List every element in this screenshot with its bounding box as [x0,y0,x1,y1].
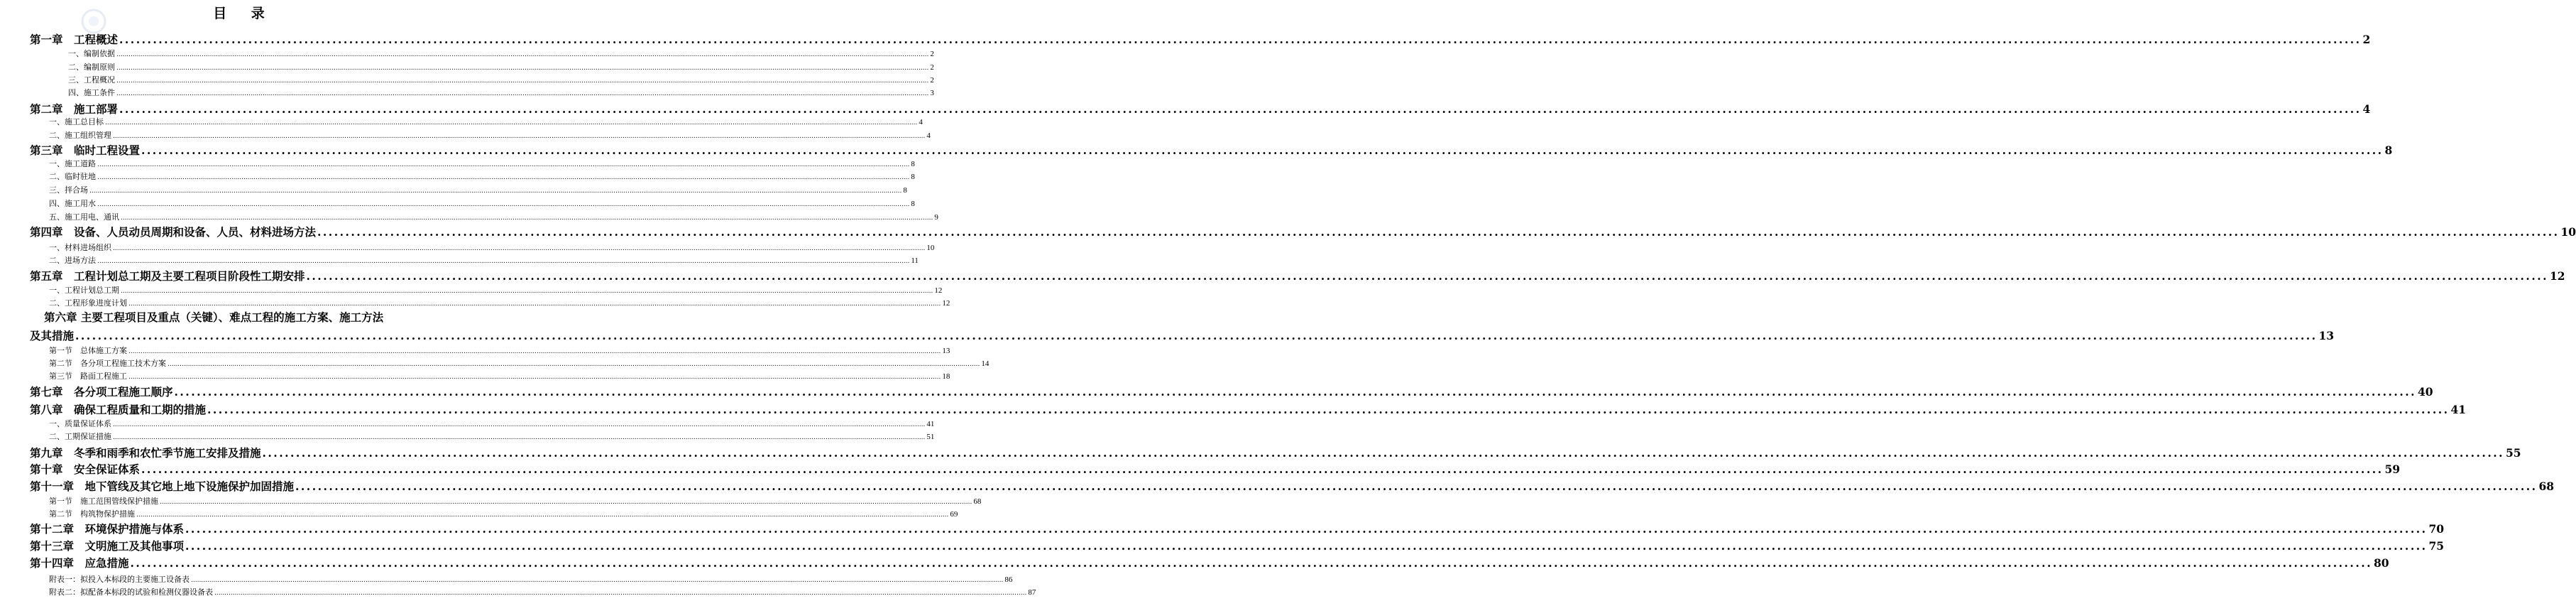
toc-page-number: 40 [2418,385,2433,399]
toc-page-number: 55 [2506,446,2521,460]
toc-section-label: 一、编制依据 [68,49,115,58]
toc-page-number: 12 [2550,269,2565,283]
toc-chapter-entry[interactable] [30,479,2555,494]
toc-leader-dots: ................................................................................................................................................................................................................................................................................................................................................................................................................ [128,348,941,355]
toc-page-number: 8 [903,186,907,195]
toc-section-entry[interactable] [49,254,919,266]
toc-section-entry[interactable] [49,573,1013,585]
toc-page-number: 4 [926,131,931,140]
toc-chapter-label: 第五章 工程计划总工期及主要工程项目阶段性工期安排 [30,269,305,283]
toc-leader-dots: ................................................................................................................................................................................................................................................................................................................................................................................................................ [214,590,1027,597]
toc-page-number: 68 [973,497,982,506]
toc-section-entry[interactable] [49,345,950,357]
toc-section-label: 二、施工组织管理 [49,131,111,140]
toc-section-label: 一、施工道路 [49,159,96,168]
toc-section-label: 第二节 各分项工程施工技术方案 [49,359,166,368]
toc-section-label: 第三节 路面工程施工 [49,372,127,381]
toc-leader-dots: ................................................................................................................................................................................................................................................................................................................................................................................................................ [119,33,2362,46]
toc-title: 目 录 [213,6,275,21]
toc-page-number: 41 [2450,403,2467,416]
toc-section-label: 三、拌合场 [49,185,88,195]
toc-page-number: 4 [2362,102,2371,116]
toc-chapter-label: 第四章 设备、人员动员周期和设备、人员、材料进场方法 [30,225,317,239]
toc-page-number: 8 [2384,144,2393,157]
toc-page-number: 69 [950,510,958,519]
toc-section-entry[interactable] [49,211,938,223]
toc-chapter-label-line1[interactable]: 第六章 主要工程项目及重点（关键）、难点工程的施工方案、施工方法 [44,310,384,324]
toc-leader-dots: ................................................................................................................................................................................................................................................................................................................................................................................................................ [97,201,910,208]
toc-leader-dots: ................................................................................................................................................................................................................................................................................................................................................................................................................ [174,385,2417,399]
toc-section-label: 一、工程计划总工期 [49,286,119,295]
toc-page-number: 70 [2428,522,2445,536]
toc-leader-dots: ................................................................................................................................................................................................................................................................................................................................................................................................................ [113,133,926,140]
toc-chapter-entry[interactable] [30,32,2371,48]
toc-section-entry[interactable] [49,357,990,369]
toc-chapter-entry[interactable] [30,224,2576,240]
toc-section-label: 第二节 构筑物保护措施 [49,509,135,519]
toc-page-number: 12 [934,286,943,295]
toc-page-number: 8 [911,160,915,168]
toc-section-label: 二、工程形象进度计划 [49,298,127,308]
toc-page-number: 13 [942,347,950,355]
toc-leader-dots: ................................................................................................................................................................................................................................................................................................................................................................................................................ [130,556,2373,570]
toc-section-label: 附表二：拟配备本标段的试验和检测仪器设备表 [49,588,213,597]
toc-section-entry[interactable] [68,61,934,73]
toc-section-label: 一、材料进场组织 [49,243,111,252]
toc-leader-dots: ................................................................................................................................................................................................................................................................................................................................................................................................................ [119,102,2362,116]
toc-leader-dots: ................................................................................................................................................................................................................................................................................................................................................................................................................ [141,144,2384,157]
toc-chapter-entry[interactable] [30,384,2433,400]
toc-section-label: 二、临时驻地 [49,172,96,181]
toc-leader-dots: ................................................................................................................................................................................................................................................................................................................................................................................................................ [160,499,972,506]
toc-section-entry[interactable] [68,74,934,86]
toc-chapter-entry[interactable] [30,143,2393,158]
toc-section-label: 五、施工用电、通讯 [49,212,119,222]
toc-section-label: 一、质量保证体系 [49,419,111,428]
toc-leader-dots: ................................................................................................................................................................................................................................................................................................................................................................................................................ [105,119,918,126]
toc-chapter-label: 第二章 施工部署 [30,102,119,116]
toc-chapter-entry[interactable] [30,521,2445,537]
toc-chapter-entry[interactable] [30,462,2401,477]
toc-page-number: 14 [981,359,990,368]
toc-page-number: 68 [2538,480,2555,493]
toc-section-entry[interactable] [68,87,934,99]
toc-section-entry[interactable] [49,158,915,170]
toc-section-label: 第一节 总体施工方案 [49,346,127,355]
toc-page-number: 87 [1028,588,1036,597]
toc-section-entry[interactable] [49,495,982,507]
toc-section-label: 四、施工用水 [49,199,96,208]
toc-section-label: 一、施工总目标 [49,117,104,126]
toc-section-label: 第一节 施工范围管线保护措施 [49,497,158,506]
toc-section-entry[interactable] [49,197,915,210]
toc-section-entry[interactable] [49,370,950,382]
toc-leader-dots: ................................................................................................................................................................................................................................................................................................................................................................................................................ [116,77,929,85]
toc-leader-dots: ................................................................................................................................................................................................................................................................................................................................................................................................................ [75,329,2318,342]
toc-page-number: 80 [2374,556,2389,570]
toc-chapter-label: 及其措施 [30,329,75,342]
toc-section-entry[interactable] [68,48,934,60]
toc-section-entry[interactable] [49,297,950,309]
toc-section-label: 附表一：拟投入本标段的主要施工设备表 [49,575,190,584]
toc-leader-dots: ................................................................................................................................................................................................................................................................................................................................................................................................................ [97,174,910,181]
toc-leader-dots: ................................................................................................................................................................................................................................................................................................................................................................................................................ [128,374,941,381]
toc-chapter-entry[interactable] [30,102,2371,117]
toc-chapter-label: 第十四章 应急措施 [30,556,129,570]
toc-leader-dots: ................................................................................................................................................................................................................................................................................................................................................................................................................ [97,161,910,168]
toc-page-number: 2 [930,63,934,72]
toc-chapter-label: 第十二章 环境保护措施与体系 [30,522,185,536]
toc-chapter-entry[interactable] [30,445,2521,461]
toc-leader-dots: ................................................................................................................................................................................................................................................................................................................................................................................................................ [116,51,929,58]
toc-chapter-label: 第三章 临时工程设置 [30,144,141,157]
toc-section-entry[interactable] [49,508,958,520]
toc-leader-dots: ................................................................................................................................................................................................................................................................................................................................................................................................................ [191,577,1004,584]
toc-leader-dots: ................................................................................................................................................................................................................................................................................................................................................................................................................ [121,288,933,295]
toc-leader-dots: ................................................................................................................................................................................................................................................................................................................................................................................................................ [121,215,933,222]
toc-page-number: 11 [911,256,919,265]
toc-leader-dots: ................................................................................................................................................................................................................................................................................................................................................................................................................ [113,434,926,441]
toc-section-entry[interactable] [49,418,935,430]
toc-leader-dots: ................................................................................................................................................................................................................................................................................................................................................................................................................ [185,539,2428,553]
toc-page-number: 51 [926,433,935,441]
toc-chapter-label: 第八章 确保工程质量和工期的措施 [30,403,207,416]
toc-chapter-entry[interactable] [30,402,2467,418]
toc-page-number: 10 [2560,225,2576,239]
toc-chapter-label: 第七章 各分项工程施工顺序 [30,385,173,399]
toc-leader-dots: ................................................................................................................................................................................................................................................................................................................................................................................................................ [89,188,902,195]
toc-page-number: 18 [942,372,950,381]
toc-chapter-entry[interactable] [30,328,2335,344]
toc-section-entry[interactable] [49,586,1036,598]
toc-leader-dots: ................................................................................................................................................................................................................................................................................................................................................................................................................ [97,258,910,265]
toc-chapter-label: 第十章 安全保证体系 [30,462,141,476]
toc-section-label: 三、工程概况 [68,75,115,85]
toc-page-number: 8 [911,173,915,181]
toc-page-number: 75 [2428,539,2445,553]
toc-page-number: 3 [930,89,934,97]
toc-leader-dots: ................................................................................................................................................................................................................................................................................................................................................................................................................ [168,361,980,368]
toc-leader-dots: ................................................................................................................................................................................................................................................................................................................................................................................................................ [113,421,926,428]
toc-leader-dots: ................................................................................................................................................................................................................................................................................................................................................................................................................ [128,300,941,308]
toc-page-number: 2 [2362,33,2371,46]
toc-chapter-entry[interactable] [30,556,2389,571]
toc-leader-dots: ................................................................................................................................................................................................................................................................................................................................................................................................................ [136,511,949,519]
toc-section-entry[interactable] [49,284,943,296]
toc-page-number: 2 [930,76,934,85]
toc-chapter-label: 第十三章 文明施工及其他事项 [30,539,185,553]
toc-page-number: 9 [934,213,938,222]
toc-leader-dots: ................................................................................................................................................................................................................................................................................................................................................................................................................ [141,462,2384,476]
toc-leader-dots: ................................................................................................................................................................................................................................................................................................................................................................................................................ [116,90,929,97]
toc-section-label: 二、编制原则 [68,63,115,72]
toc-page-number: 4 [919,118,923,126]
toc-page-number: 12 [942,299,950,308]
toc-leader-dots: ................................................................................................................................................................................................................................................................................................................................................................................................................ [317,225,2560,239]
toc-leader-dots: ................................................................................................................................................................................................................................................................................................................................................................................................................ [185,522,2428,536]
toc-page-number: 41 [926,420,935,428]
toc-leader-dots: ................................................................................................................................................................................................................................................................................................................................................................................................................ [113,245,926,252]
toc-page-number: 59 [2384,462,2401,476]
toc-leader-dots: ................................................................................................................................................................................................................................................................................................................................................................................................................ [116,65,929,72]
toc-page-number: 13 [2318,329,2335,342]
toc-leader-dots: ................................................................................................................................................................................................................................................................................................................................................................................................................ [295,480,2538,493]
toc-page-number: 86 [1004,575,1013,584]
toc-section-entry[interactable] [49,116,923,128]
toc-page-number: 10 [926,244,935,252]
toc-page-number: 8 [911,200,915,208]
toc-section-label: 二、工期保证措施 [49,432,111,441]
toc-section-entry[interactable] [49,242,935,254]
toc-chapter-label: 第十一章 地下管线及其它地上地下设施保护加固措施 [30,480,295,493]
toc-section-entry[interactable] [49,129,931,141]
toc-section-entry[interactable] [49,431,935,443]
toc-section-entry[interactable] [49,184,907,196]
toc-chapter-label: 第九章 冬季和雨季和农忙季节施工安排及措施 [30,446,261,460]
toc-section-entry[interactable] [49,170,915,183]
toc-section-label: 二、进场方法 [49,256,96,265]
toc-page-number: 2 [930,50,934,58]
toc-section-label: 四、施工条件 [68,88,115,97]
toc-chapter-entry[interactable] [30,538,2445,554]
toc-chapter-label: 第一章 工程概述 [30,33,119,46]
toc-leader-dots: ................................................................................................................................................................................................................................................................................................................................................................................................................ [262,446,2505,460]
toc-leader-dots: ................................................................................................................................................................................................................................................................................................................................................................................................................ [207,403,2450,416]
toc-leader-dots: ................................................................................................................................................................................................................................................................................................................................................................................................................ [306,269,2549,283]
toc-chapter-entry[interactable] [30,269,2565,284]
